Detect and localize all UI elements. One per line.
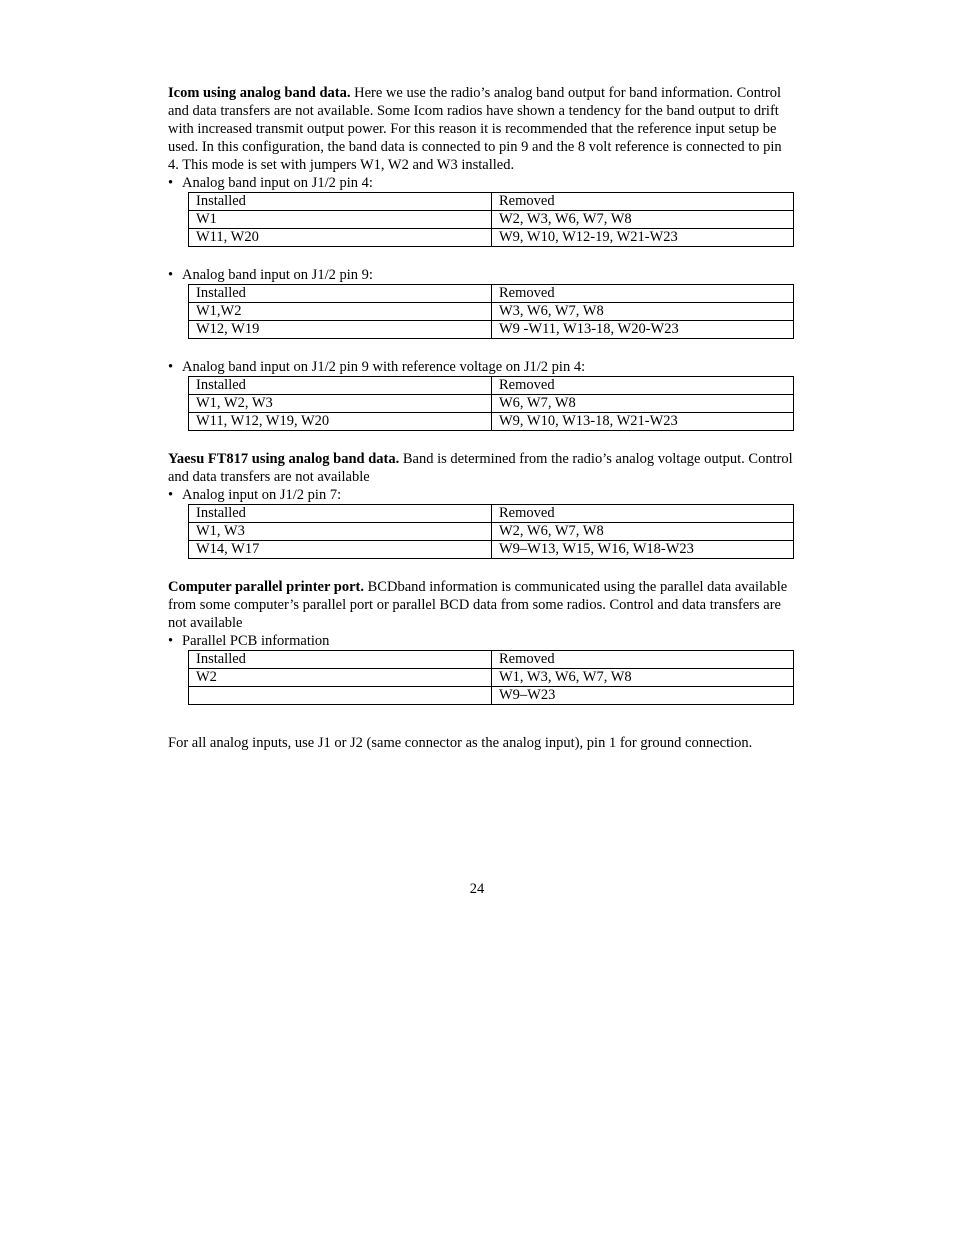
bullet-item <box>168 174 794 192</box>
table-header-row <box>189 505 794 523</box>
ground-note: For all analog inputs, use J1 or J2 (same connector as the analog input), pin 1 for ground connection. <box>168 735 753 751</box>
bullet-item <box>168 358 794 376</box>
header-installed: Installed <box>189 377 492 395</box>
bullet-text: Analog band input on J1/2 pin 4: <box>182 175 373 191</box>
header-removed: Removed <box>492 285 794 303</box>
document-page <box>168 84 794 752</box>
table-row <box>189 321 794 339</box>
table-row <box>189 211 794 229</box>
jumper-table <box>188 504 794 559</box>
installed-cell: W1,W2 <box>189 303 492 321</box>
table-row <box>189 669 794 687</box>
bullet-text: Parallel PCB information <box>182 633 330 649</box>
removed-cell: W1, W3, W6, W7, W8 <box>492 669 794 687</box>
removed-cell: W9, W10, W12-19, W21-W23 <box>492 229 794 247</box>
installed-cell: W11, W20 <box>189 229 492 247</box>
removed-cell: W9–W23 <box>492 687 794 705</box>
installed-cell: W2 <box>189 669 492 687</box>
installed-cell <box>189 687 492 705</box>
installed-cell: W12, W19 <box>189 321 492 339</box>
removed-cell: W2, W6, W7, W8 <box>492 523 794 541</box>
parallel-paragraph <box>168 578 794 632</box>
table-header-row <box>189 651 794 669</box>
table-row <box>189 687 794 705</box>
bullet-text: Analog band input on J1/2 pin 9: <box>182 267 373 283</box>
jumper-table <box>188 376 794 431</box>
icom-body: Here we use the radio’s analog band output for band information. Control and data transfers are not available. Some Icom radios have shown a tendency for the band output to drift with increased transmit output power. For this reason it is recommended that the reference input setup be used. In this configuration, the band data is connected to pin 9 and the 8 volt reference is connected to pin 4. This mode is set with jumpers W1, W2 and W3 installed. <box>168 85 782 173</box>
bullet-icon: • <box>168 175 174 191</box>
bullet-icon: • <box>168 487 174 503</box>
yaesu-paragraph <box>168 450 794 486</box>
page-number: 24 <box>469 881 485 897</box>
installed-cell: W11, W12, W19, W20 <box>189 413 492 431</box>
table-header-row <box>189 285 794 303</box>
removed-cell: W9 -W11, W13-18, W20-W23 <box>492 321 794 339</box>
yaesu-body: Band is determined from the radio’s analog voltage output. Control and data transfers are not available <box>168 451 793 485</box>
header-installed: Installed <box>189 505 492 523</box>
header-installed: Installed <box>189 285 492 303</box>
header-removed: Removed <box>492 193 794 211</box>
table-row <box>189 541 794 559</box>
bullet-item <box>168 486 794 504</box>
header-removed: Removed <box>492 505 794 523</box>
installed-cell: W1, W2, W3 <box>189 395 492 413</box>
removed-cell: W9–W13, W15, W16, W18-W23 <box>492 541 794 559</box>
header-removed: Removed <box>492 651 794 669</box>
installed-cell: W14, W17 <box>189 541 492 559</box>
table-row <box>189 523 794 541</box>
jumper-table <box>188 650 794 705</box>
header-installed: Installed <box>189 651 492 669</box>
removed-cell: W9, W10, W13-18, W21-W23 <box>492 413 794 431</box>
bullet-item <box>168 632 794 650</box>
jumper-table <box>188 284 794 339</box>
installed-cell: W1 <box>189 211 492 229</box>
icom-heading: Icom using analog band data. <box>168 85 351 101</box>
installed-cell: W1, W3 <box>189 523 492 541</box>
table-row <box>189 303 794 321</box>
bullet-icon: • <box>168 267 174 283</box>
jumper-table <box>188 192 794 247</box>
parallel-body: BCDband information is communicated using the parallel data available from some computer’s parallel port or parallel BCD data from some radios. Control and data transfers are not available <box>168 579 788 631</box>
table-header-row <box>189 193 794 211</box>
bullet-text: Analog input on J1/2 pin 7: <box>182 487 342 503</box>
removed-cell: W2, W3, W6, W7, W8 <box>492 211 794 229</box>
bullet-icon: • <box>168 633 174 649</box>
table-row <box>189 413 794 431</box>
yaesu-heading: Yaesu FT817 using analog band data. <box>168 451 400 467</box>
table-row <box>189 395 794 413</box>
table-row <box>189 229 794 247</box>
header-installed: Installed <box>189 193 492 211</box>
parallel-heading: Computer parallel printer port. <box>168 579 364 595</box>
bullet-item <box>168 266 794 284</box>
bullet-icon: • <box>168 359 174 375</box>
table-header-row <box>189 377 794 395</box>
bullet-text: Analog band input on J1/2 pin 9 with reference voltage on J1/2 pin 4: <box>182 359 586 375</box>
header-removed: Removed <box>492 377 794 395</box>
icom-paragraph <box>168 84 794 174</box>
removed-cell: W3, W6, W7, W8 <box>492 303 794 321</box>
removed-cell: W6, W7, W8 <box>492 395 794 413</box>
